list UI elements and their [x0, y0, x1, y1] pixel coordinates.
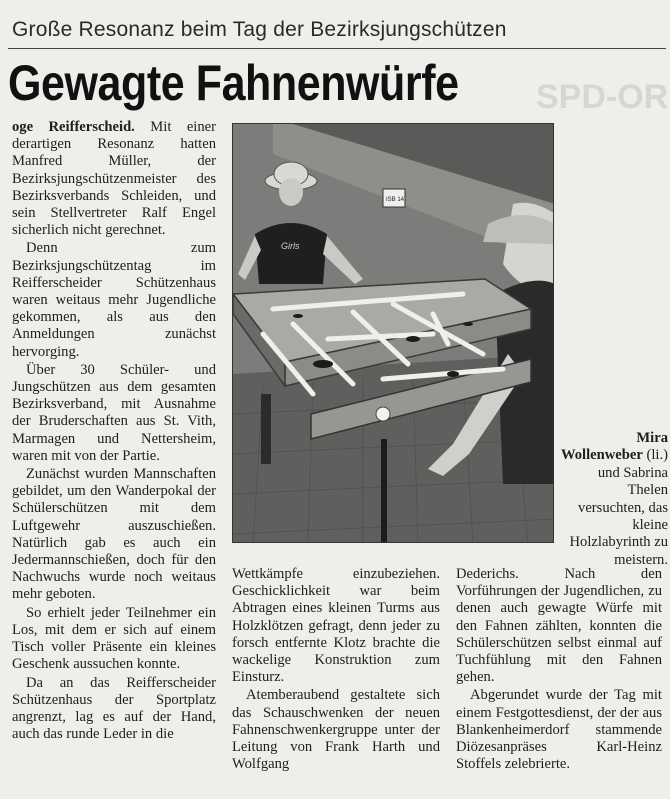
paragraph: So erhielt jeder Teilnehmer ein Los, mit dem er sich auf einem Tisch voller Präsente ein kleines Geschenk aussuchen konnte. [12, 604, 216, 673]
caption-text: (li.) und Sabrina Thelen versuchten, das kleine Holzlabyrinth zu meistern. [569, 447, 668, 568]
kicker-line: Große Resonanz beim Tag der Bezirksjungschützen [12, 18, 507, 41]
paragraph: Zunächst wurden Mannschaften gebildet, um den Wanderpokal der Schülerschützen mit dem Luftgewehr auszuschießen. Natürlich gab es auch ein Jedermannschießen, doch für den Nachwuchs wurde noch weitaus mehr geboten. [12, 466, 216, 603]
paragraph: Atemberaubend gestaltete sich das Schauschwenken der neuen Fahnenschwenkergruppe unter der Leitung von Frank Harth und Wolfgang [232, 687, 440, 773]
paragraph: Über 30 Schüler- und Jungschützen aus dem gesamten Bezirksverband, mit Ausnahme der Bruderschaften aus St. Vith, Marmagen und Nettersheim, waren mit von der Partie. [12, 361, 216, 464]
article-headline: Gewagte Fahnenwürfe [8, 55, 459, 111]
article-column-1 [12, 119, 216, 791]
bleed-through-header: SPD-OR [536, 78, 669, 116]
article-column-2 [232, 566, 440, 796]
paragraph: Denn zum Bezirksjungschützentag im Reifferscheider Schützenhaus waren weitaus mehr Jugendliche gekommen, als aus den Anmeldungen zunächst hervorging. [12, 240, 216, 360]
article-column-3 [456, 566, 662, 796]
paragraph: Dederichs. Nach den Vorführungen der Jugendlichen, zu denen auch gewagte Würfe mit den Fahnen zählten, konnten die Schülerschützen selbst einmal auf Tuchfühlung mit den Fahnen gehen. [456, 566, 662, 686]
article-photo [232, 123, 554, 543]
paragraph: Da an das Reifferscheider Schützenhaus der Sportplatz angrenzt, lag es auf der Hand, auch das runde Leder in die [12, 674, 216, 743]
photo-scene [233, 124, 554, 543]
paragraph: Abgerundet wurde der Tag mit einem Festgottesdienst, der der aus Blankenheimerdorf stammende Diözesanpräses Karl-Heinz Stoffels zelebrierte. [456, 687, 662, 773]
shirt-print-text: Girls [281, 241, 300, 251]
caption-name: Mira Wollenweber [560, 430, 668, 464]
photo-caption [558, 430, 668, 569]
paragraph: Wettkämpfe einzubeziehen. Geschicklichkeit war beim Abtragen eines kleinen Turms aus Holzklötzen gefragt, denn jeder zu forsch entfernte Klotz brachte die wackelige Konstruktion zum Einsturz. [232, 566, 440, 686]
wall-sign-text: ISB 14 [386, 197, 405, 203]
dateline: oge Reifferscheid. [12, 119, 135, 135]
header-rule [8, 48, 666, 49]
paragraph-text: Mit einer derartigen Resonanz hatten Manfred Müller, der Bezirksjungschützenmeister des Bezirksverbands Schleiden, und sein Stellvertreter Ralf Engel sicherlich nicht gerechnet. [12, 119, 216, 239]
paragraph [12, 119, 216, 239]
